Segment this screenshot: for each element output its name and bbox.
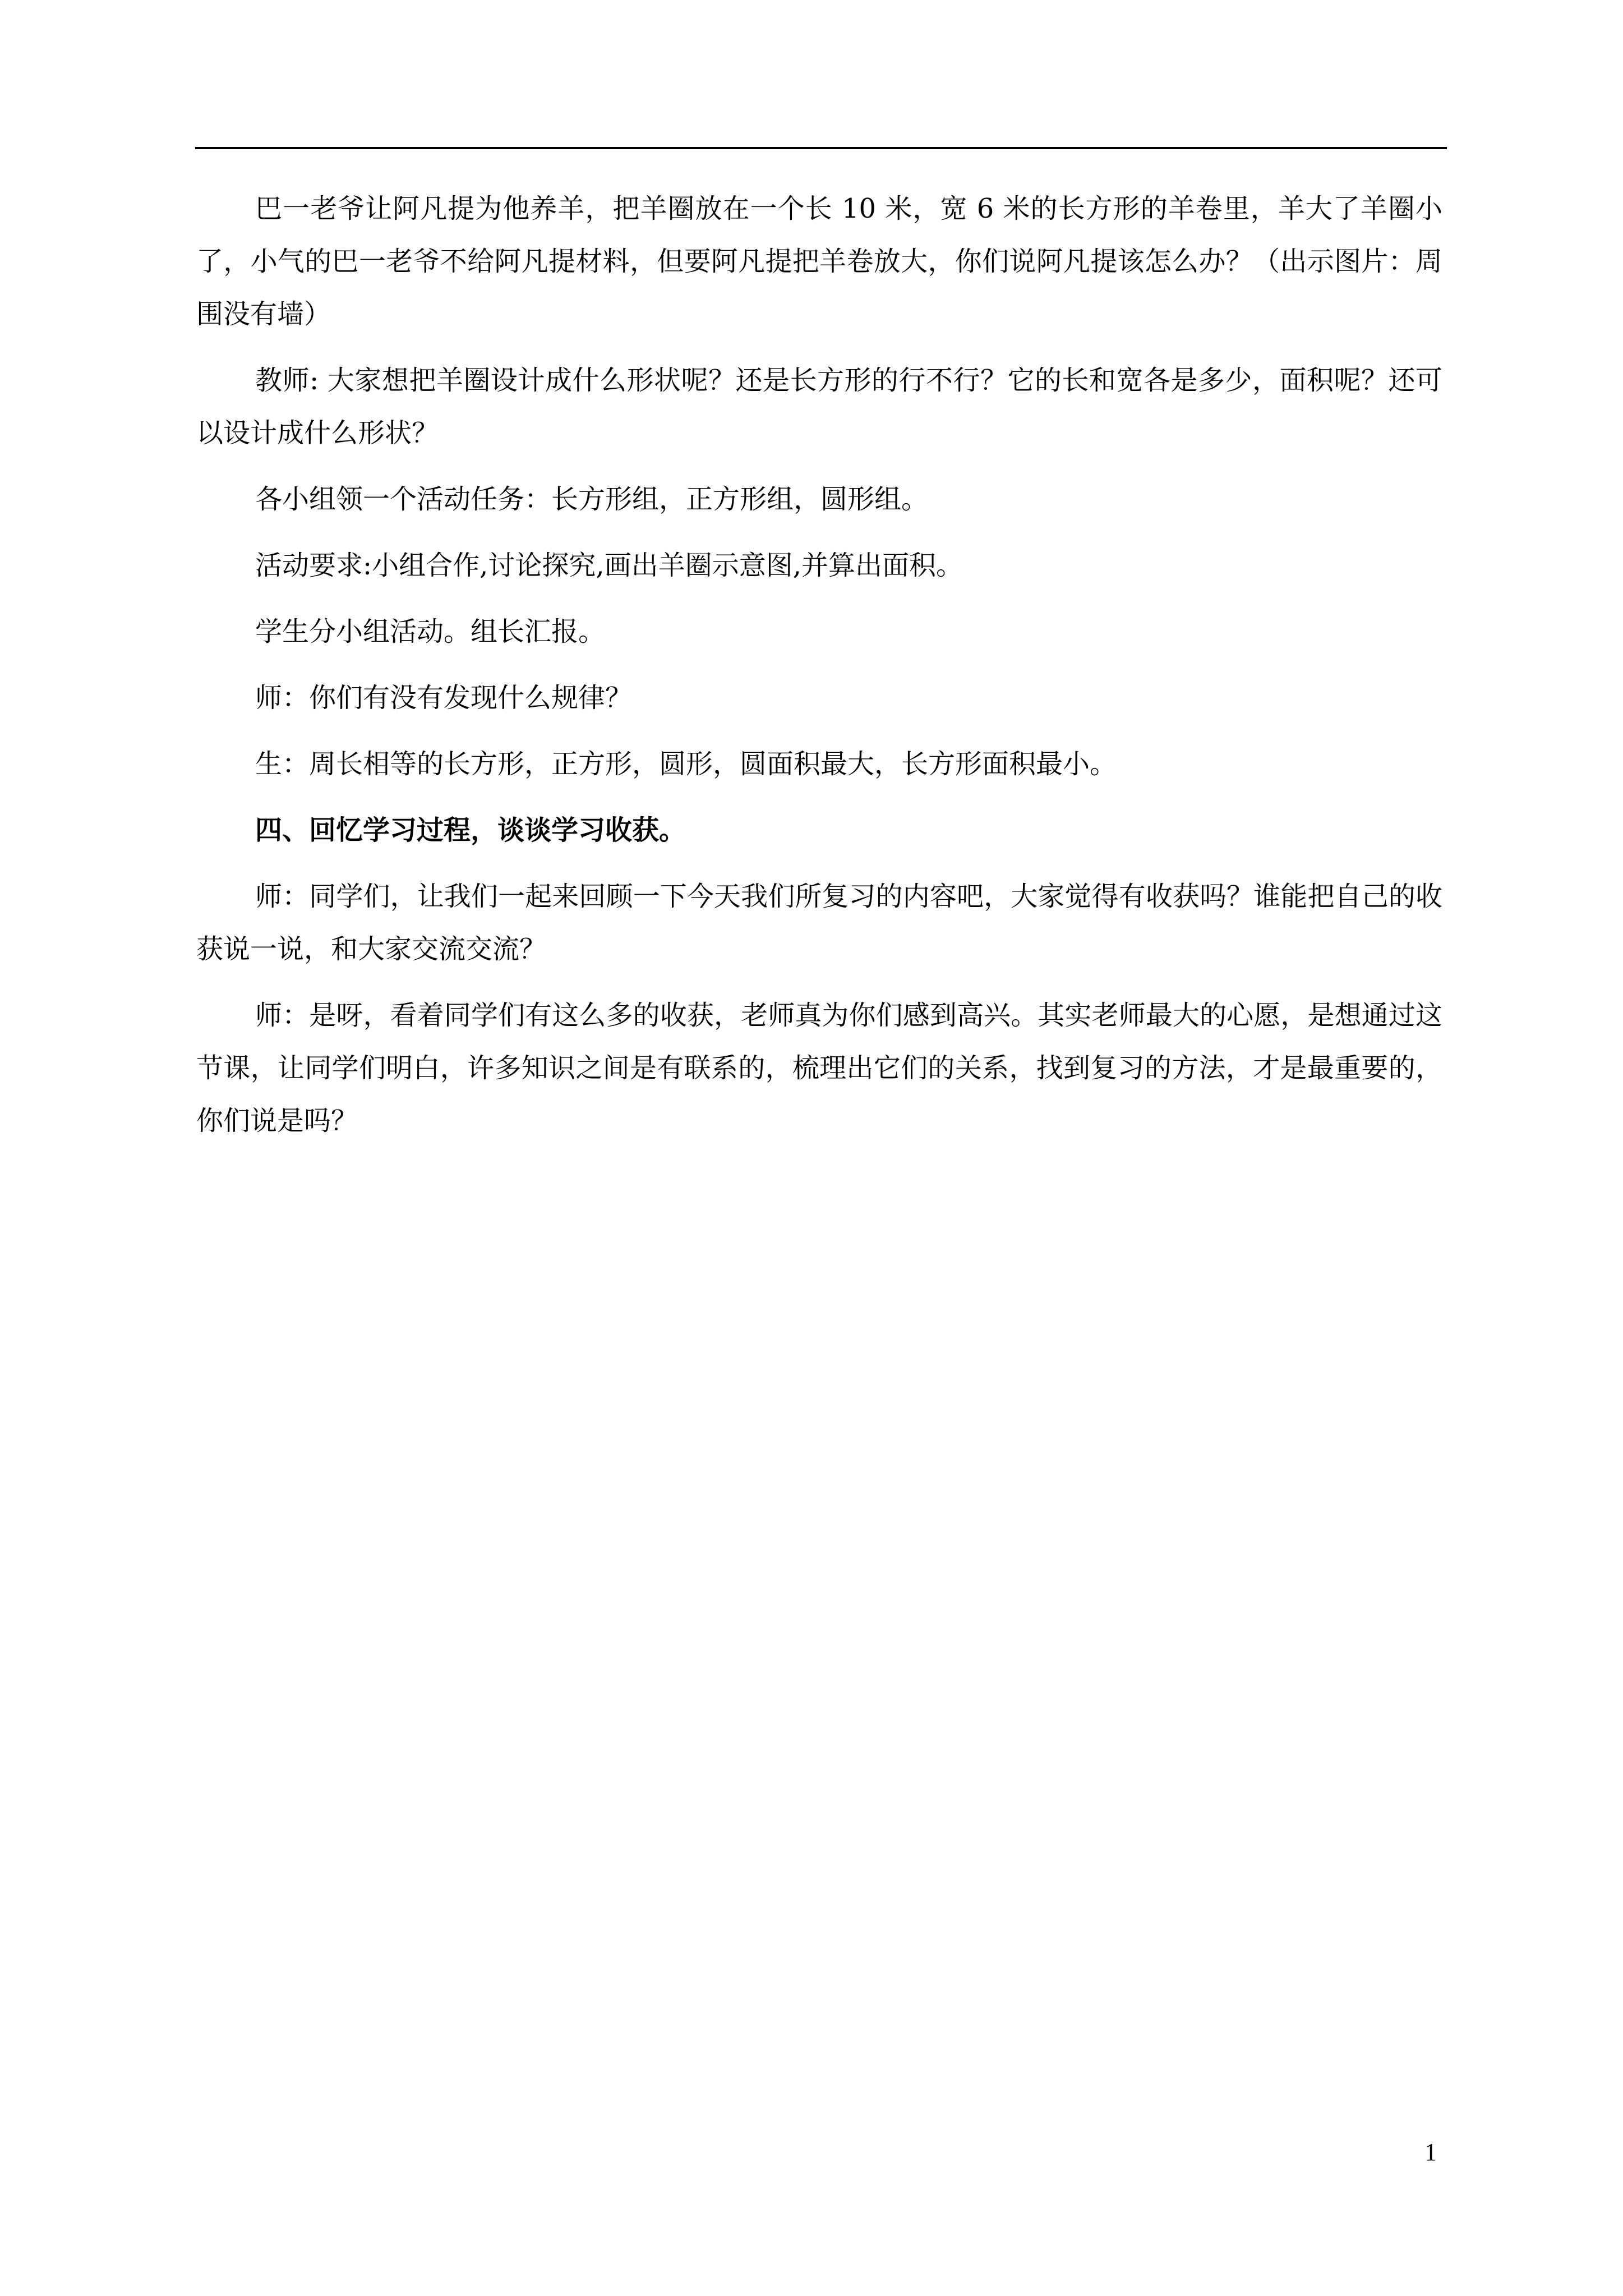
paragraph-conclusion: 师：是呀，看着同学们有这么多的收获，老师真为你们感到高兴。其实老师最大的心愿，是想通过这节课，让同学们明白，许多知识之间是有联系的，梳理出它们的关系，找到复习的方法，才是最重要的，你们说是吗？	[196, 1000, 1442, 1137]
paragraph-student-answer: 生：周长相等的长方形，正方形，圆形，圆面积最大，长方形面积最小。	[255, 748, 1117, 780]
paragraph-group-task: 各小组领一个活动任务：长方形组，正方形组，圆形组。	[255, 484, 929, 515]
header-rule	[195, 147, 1447, 149]
paragraph-activity-requirements: 活动要求:小组合作,讨论探究,画出羊圈示意图,并算出面积。	[255, 550, 963, 581]
paragraph-teacher-question: 教师: 大家想把羊圈设计成什么形状呢？还是长方形的行不行？它的长和宽各是多少，面积呢？还可以设计成什么形状？	[196, 365, 1442, 449]
section-heading: 四、回忆学习过程，谈谈学习收获。	[255, 815, 686, 846]
page-number: 1	[1424, 2138, 1437, 2166]
paragraph-student-activity: 学生分小组活动。组长汇报。	[255, 616, 606, 647]
document-body	[196, 182, 1442, 1161]
paragraph-story: 巴一老爷让阿凡提为他养羊，把羊圈放在一个长 10 米，宽 6 米的长方形的羊卷里，羊大了羊圈小了，小气的巴一老爷不给阿凡提材料，但要阿凡提把羊卷放大，你们说阿凡提该怎么办？（出示图片：周围没有墙）	[196, 193, 1442, 330]
paragraph-review: 师：同学们，让我们一起来回顾一下今天我们所复习的内容吧，大家觉得有收获吗？谁能把自己的收获说一说，和大家交流交流？	[196, 881, 1442, 965]
paragraph-teacher-rule-question: 师：你们有没有发现什么规律？	[255, 682, 633, 714]
